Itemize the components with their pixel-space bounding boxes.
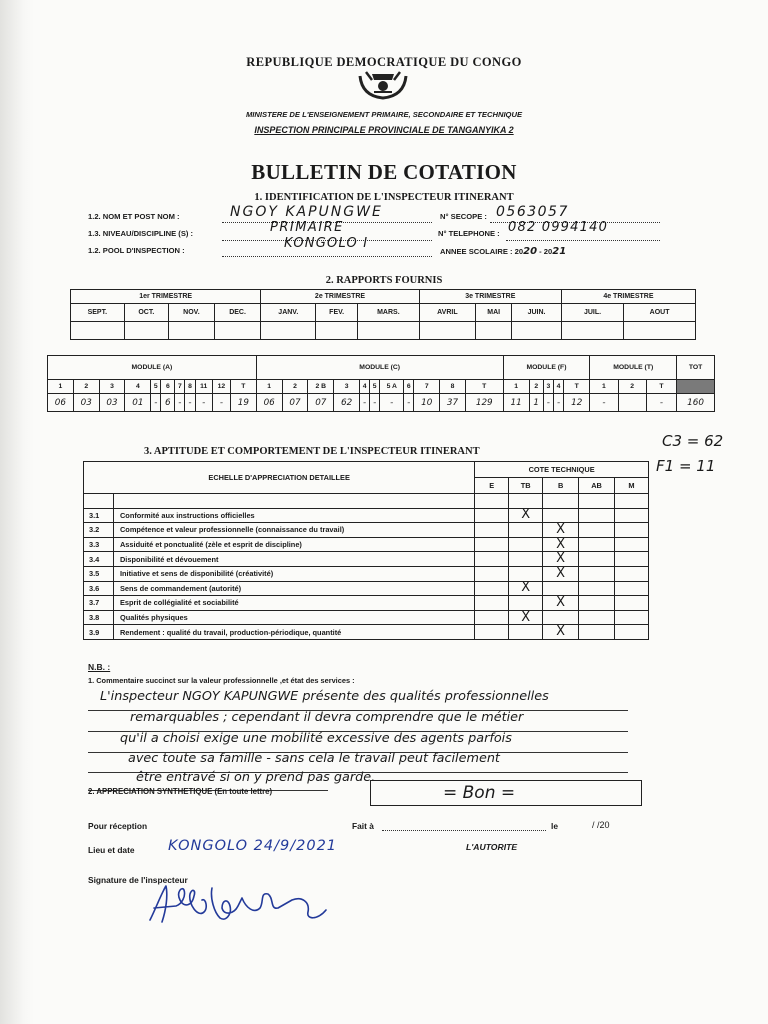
- pool-label: 1.2. POOL D'INSPECTION :: [88, 246, 185, 255]
- nom-value[interactable]: NGOY KAPUNGWE: [230, 204, 383, 220]
- section1-title: 1. IDENTIFICATION DE L'INSPECTEUR ITINERANT: [254, 192, 514, 203]
- grade-cell-ab[interactable]: [579, 508, 615, 523]
- criterion-label: Initiative et sens de disponibilité (créativité): [113, 566, 474, 581]
- month-mars: MARS.: [358, 304, 420, 322]
- module-c-col: 3: [334, 380, 360, 394]
- comment-line-3[interactable]: qu'il a choisi exige une mobilité excessive des agents parfois: [120, 731, 512, 746]
- grand-total-value[interactable]: 160: [677, 394, 715, 412]
- module-c-value[interactable]: -: [370, 394, 380, 412]
- grade-cell-tb[interactable]: [509, 537, 543, 552]
- coat-of-arms-icon: [352, 68, 414, 109]
- grade-cell-b[interactable]: X: [543, 523, 579, 538]
- module-a-value[interactable]: -: [195, 394, 212, 412]
- comment-line-4[interactable]: avec toute sa famille - sans cela le travail peut facilement: [128, 751, 500, 766]
- rapport-cell[interactable]: [512, 322, 562, 340]
- grade-cell-m[interactable]: [615, 610, 649, 625]
- rapport-cell[interactable]: [214, 322, 260, 340]
- grade-cell-tb[interactable]: [509, 596, 543, 611]
- criterion-row: [84, 625, 649, 640]
- criterion-number: 3.9: [84, 625, 114, 640]
- module-a-col: 4: [125, 380, 151, 394]
- module-c-value[interactable]: 06: [256, 394, 282, 412]
- module-a-value[interactable]: 01: [125, 394, 151, 412]
- module-t-value[interactable]: -: [590, 394, 618, 412]
- grade-cell-tb[interactable]: X: [509, 610, 543, 625]
- module-a-col: T: [230, 380, 256, 394]
- grade-cell-ab[interactable]: [579, 566, 615, 581]
- module-c-value[interactable]: 37: [440, 394, 466, 412]
- pool-value[interactable]: KONGOLO I: [284, 236, 369, 251]
- trimestre-1-header: 1er TRIMESTRE: [71, 290, 261, 304]
- module-c-col: 7: [414, 380, 440, 394]
- grade-cell-e[interactable]: [475, 625, 509, 640]
- month-janv: JANV.: [261, 304, 316, 322]
- grade-m: M: [615, 478, 649, 494]
- nom-label: 1.2. NOM ET POST NOM :: [88, 212, 180, 221]
- grade-cell-e[interactable]: [475, 508, 509, 523]
- rapport-cell[interactable]: [71, 322, 125, 340]
- grade-cell-e[interactable]: [475, 566, 509, 581]
- rapport-cell[interactable]: [316, 322, 358, 340]
- rapport-cell[interactable]: [261, 322, 316, 340]
- note-f1: F1 = 11: [656, 457, 716, 475]
- grade-cell-b[interactable]: [543, 508, 579, 523]
- grade-cell-m[interactable]: [615, 523, 649, 538]
- module-c-value[interactable]: -: [380, 394, 404, 412]
- criterion-number: 3.2: [84, 523, 114, 538]
- module-f-value[interactable]: -: [543, 394, 553, 412]
- criterion-label: Assiduité et ponctualité (zèle et esprit de discipline): [113, 537, 474, 552]
- module-f-header: MODULE (F): [503, 356, 590, 380]
- criterion-number: 3.1: [84, 508, 114, 523]
- criterion-label: Compétence et valeur professionnelle (connaissance du travail): [113, 523, 474, 538]
- criterion-label: Qualités physiques: [113, 610, 474, 625]
- criterion-number: 3.6: [84, 581, 114, 596]
- criterion-row: [84, 523, 649, 538]
- comment-line-5[interactable]: être entravé si on y prend pas garde.: [136, 770, 376, 785]
- module-a-value[interactable]: 03: [99, 394, 125, 412]
- appreciation-box[interactable]: [370, 780, 642, 806]
- month-aout: AOUT: [624, 304, 696, 322]
- section3-title: 3. APTITUDE ET COMPORTEMENT DE L'INSPECTEUR ITINERANT: [144, 446, 480, 457]
- grade-cell-tb[interactable]: [509, 625, 543, 640]
- module-f-value[interactable]: -: [553, 394, 563, 412]
- grade-cell-b[interactable]: [543, 610, 579, 625]
- grade-cell-tb[interactable]: [509, 552, 543, 567]
- module-a-col: 5: [151, 380, 161, 394]
- rapport-cell[interactable]: [561, 322, 623, 340]
- criterion-number: 3.7: [84, 596, 114, 611]
- trimestre-3-header: 3e TRIMESTRE: [419, 290, 561, 304]
- criterion-label: Conformité aux instructions officielles: [113, 508, 474, 523]
- module-a-col: 12: [212, 380, 230, 394]
- criterion-row: [84, 596, 649, 611]
- scan-edge-shadow: [0, 0, 34, 1024]
- module-f-total[interactable]: 12: [564, 394, 590, 412]
- module-a-value[interactable]: -: [212, 394, 230, 412]
- module-a-col: 8: [185, 380, 195, 394]
- module-t-total[interactable]: -: [646, 394, 676, 412]
- telephone-value[interactable]: 082 0994140: [508, 220, 609, 235]
- criterion-label: Rendement : qualité du travail, production-périodique, quantité: [113, 625, 474, 640]
- criterion-label: Esprit de collégialité et sociabilité: [113, 596, 474, 611]
- module-a-col: 1: [48, 380, 74, 394]
- module-a-value[interactable]: -: [151, 394, 161, 412]
- module-f-value[interactable]: 1: [529, 394, 543, 412]
- module-f-col: 4: [553, 380, 563, 394]
- autorite-label: L'AUTORITE: [466, 842, 518, 852]
- annee-label: [440, 246, 566, 257]
- grade-ab: AB: [579, 478, 615, 494]
- grade-cell-e[interactable]: [475, 552, 509, 567]
- spacer-cell: [579, 494, 615, 509]
- grade-cell-m[interactable]: [615, 566, 649, 581]
- module-c-col: 2: [282, 380, 308, 394]
- criterion-row: [84, 508, 649, 523]
- rapport-cell[interactable]: [169, 322, 215, 340]
- module-t-col: 2: [618, 380, 646, 394]
- niveau-label: 1.3. NIVEAU/DISCIPLINE (S) :: [88, 229, 194, 238]
- trimestre-4-header: 4e TRIMESTRE: [561, 290, 695, 304]
- module-c-col: 8: [440, 380, 466, 394]
- module-f-col: T: [564, 380, 590, 394]
- nb-label: N.B. :: [88, 662, 111, 672]
- tot-shaded-cell: [677, 380, 715, 394]
- grade-cell-e[interactable]: [475, 523, 509, 538]
- date-slots: / /20: [592, 820, 610, 830]
- module-a-col: 3: [99, 380, 125, 394]
- module-c-col: 5 A: [380, 380, 404, 394]
- module-c-value[interactable]: -: [360, 394, 370, 412]
- lieu-date-value[interactable]: KONGOLO 24/9/2021: [168, 838, 338, 854]
- inspector-signature: [142, 878, 337, 930]
- module-c-value[interactable]: 07: [308, 394, 334, 412]
- module-c-value[interactable]: 62: [334, 394, 360, 412]
- module-c-col: 6: [404, 380, 414, 394]
- telephone-label: N° TELEPHONE :: [438, 229, 500, 238]
- month-oct: OCT.: [124, 304, 168, 322]
- module-c-col: 1: [256, 380, 282, 394]
- module-c-col: 4: [360, 380, 370, 394]
- module-c-header: MODULE (C): [256, 356, 503, 380]
- module-a-col: 11: [195, 380, 212, 394]
- grade-cell-m[interactable]: [615, 596, 649, 611]
- module-c-col: T: [465, 380, 503, 394]
- criterion-number: 3.8: [84, 610, 114, 625]
- module-a-value[interactable]: 6: [161, 394, 175, 412]
- month-nov: NOV.: [169, 304, 215, 322]
- grade-cell-ab[interactable]: [579, 552, 615, 567]
- module-f-col: 1: [503, 380, 529, 394]
- month-dec: DEC.: [214, 304, 260, 322]
- grade-cell-ab[interactable]: [579, 596, 615, 611]
- annee-end-value[interactable]: 21: [552, 246, 567, 257]
- criterion-number: 3.5: [84, 566, 114, 581]
- ministry-heading: MINISTERE DE L'ENSEIGNEMENT PRIMAIRE, SECONDAIRE ET TECHNIQUE: [245, 110, 523, 119]
- grade-cell-m[interactable]: [615, 508, 649, 523]
- module-c-value[interactable]: -: [404, 394, 414, 412]
- grade-b: B: [543, 478, 579, 494]
- rapport-cell[interactable]: [358, 322, 420, 340]
- module-c-total[interactable]: 129: [465, 394, 503, 412]
- grade-cell-tb[interactable]: [509, 523, 543, 538]
- secope-label: N° SECOPE :: [440, 212, 487, 221]
- grade-cell-m[interactable]: [615, 552, 649, 567]
- fait-a-label: Fait à: [352, 821, 374, 831]
- month-fev: FEV.: [316, 304, 358, 322]
- rapport-cell[interactable]: [124, 322, 168, 340]
- comment-line-2[interactable]: remarquables ; cependant il devra comprendre que le métier: [130, 710, 524, 725]
- grade-cell-e[interactable]: [475, 537, 509, 552]
- note-c3: C3 = 62: [662, 432, 724, 450]
- spacer-cell: [475, 494, 509, 509]
- annee-start-value[interactable]: 20: [523, 246, 538, 257]
- module-t-col: T: [646, 380, 676, 394]
- comment-label: 1. Commentaire succinct sur la valeur professionnelle ,et état des services :: [88, 676, 355, 685]
- grade-cell-ab[interactable]: [579, 581, 615, 596]
- rapports-table: [70, 289, 696, 340]
- module-a-value[interactable]: 06: [48, 394, 74, 412]
- module-c-col: 2 B: [308, 380, 334, 394]
- annee-separator: - 20: [537, 247, 553, 256]
- criterion-row: [84, 537, 649, 552]
- module-t-header: MODULE (T): [590, 356, 677, 380]
- grade-cell-tb[interactable]: X: [509, 581, 543, 596]
- lieu-date-label: Lieu et date: [88, 845, 135, 855]
- criterion-row: [84, 552, 649, 567]
- le-label: le: [551, 821, 558, 831]
- grade-cell-b[interactable]: [543, 581, 579, 596]
- criterion-label: Sens de commandement (autorité): [113, 581, 474, 596]
- grade-cell-b[interactable]: X: [543, 566, 579, 581]
- telephone-line: [506, 240, 660, 241]
- grade-cell-ab[interactable]: [579, 523, 615, 538]
- grade-cell-b[interactable]: X: [543, 537, 579, 552]
- rapport-cell[interactable]: [624, 322, 696, 340]
- grade-cell-m[interactable]: [615, 581, 649, 596]
- grade-cell-ab[interactable]: [579, 625, 615, 640]
- grade-cell-e[interactable]: [475, 596, 509, 611]
- module-a-value[interactable]: -: [175, 394, 185, 412]
- module-f-value[interactable]: 11: [503, 394, 529, 412]
- republic-heading: REPUBLIQUE DEMOCRATIQUE DU CONGO: [246, 55, 522, 69]
- module-f-col: 2: [529, 380, 543, 394]
- annee-prefix: ANNEE SCOLAIRE : 20: [440, 247, 524, 256]
- criterion-label: Disponibilité et dévouement: [113, 552, 474, 567]
- grade-cell-b[interactable]: X: [543, 596, 579, 611]
- document-title: BULLETIN DE COTATION: [251, 160, 517, 184]
- module-a-col: 2: [73, 380, 99, 394]
- spacer-cell: [509, 494, 543, 509]
- modules-table: [47, 355, 715, 412]
- signature-label: Signature de l'inspecteur: [88, 875, 188, 885]
- module-a-col: 6: [161, 380, 175, 394]
- grade-e: E: [475, 478, 509, 494]
- grade-cell-e[interactable]: [475, 610, 509, 625]
- section2-title: 2. RAPPORTS FOURNIS: [325, 275, 443, 286]
- grade-tb: TB: [509, 478, 543, 494]
- appreciation-label: 2. APPRECIATION SYNTHETIQUE (En toute lettre): [88, 787, 273, 796]
- module-a-total[interactable]: 19: [230, 394, 256, 412]
- echelle-header: ECHELLE D'APPRECIATION DETAILLEE: [84, 462, 475, 494]
- module-f-col: 3: [543, 380, 553, 394]
- grade-cell-b[interactable]: X: [543, 625, 579, 640]
- cote-header: COTE TECHNIQUE: [475, 462, 649, 478]
- module-c-col: 5: [370, 380, 380, 394]
- criterion-row: [84, 610, 649, 625]
- spacer-cell: [84, 494, 114, 509]
- aptitude-table: [83, 461, 649, 640]
- month-mai: MAI: [476, 304, 512, 322]
- niveau-value[interactable]: PRIMAIRE: [270, 220, 344, 235]
- module-t-value[interactable]: [618, 394, 646, 412]
- grade-cell-e[interactable]: [475, 581, 509, 596]
- module-a-col: 7: [175, 380, 185, 394]
- module-c-value[interactable]: 10: [414, 394, 440, 412]
- spacer-cell: [113, 494, 474, 509]
- module-a-value[interactable]: 03: [73, 394, 99, 412]
- secope-value[interactable]: 0563057: [496, 204, 569, 220]
- appreciation-value[interactable]: = Bon =: [443, 783, 516, 803]
- month-sept: SEPT.: [71, 304, 125, 322]
- month-juil: JUIL.: [561, 304, 623, 322]
- rapport-cell[interactable]: [476, 322, 512, 340]
- month-juin: JUIN.: [512, 304, 562, 322]
- fait-a-line: [382, 830, 546, 831]
- criterion-number: 3.3: [84, 537, 114, 552]
- grade-cell-tb[interactable]: [509, 566, 543, 581]
- reception-label: Pour réception: [88, 821, 148, 831]
- spacer-cell: [615, 494, 649, 509]
- criterion-row: [84, 581, 649, 596]
- spacer-cell: [543, 494, 579, 509]
- inspection-heading: INSPECTION PRINCIPALE PROVINCIALE DE TANGANYIKA 2: [254, 125, 514, 135]
- module-c-value[interactable]: 07: [282, 394, 308, 412]
- criterion-number: 3.4: [84, 552, 114, 567]
- month-avril: AVRIL: [419, 304, 475, 322]
- tot-header: TOT: [677, 356, 715, 380]
- grade-cell-m[interactable]: [615, 537, 649, 552]
- grade-cell-ab[interactable]: [579, 537, 615, 552]
- criteria-rows: [84, 508, 649, 639]
- trimestre-2-header: 2e TRIMESTRE: [261, 290, 419, 304]
- grade-cell-b[interactable]: X: [543, 552, 579, 567]
- rapport-cell[interactable]: [419, 322, 475, 340]
- module-a-value[interactable]: -: [185, 394, 195, 412]
- grade-cell-m[interactable]: [615, 625, 649, 640]
- module-t-col: 1: [590, 380, 618, 394]
- module-a-header: MODULE (A): [48, 356, 257, 380]
- pool-line: [222, 256, 432, 257]
- comment-line-1[interactable]: L'inspecteur NGOY KAPUNGWE présente des qualités professionnelles: [100, 689, 549, 704]
- grade-cell-ab[interactable]: [579, 610, 615, 625]
- grade-cell-tb[interactable]: X: [509, 508, 543, 523]
- criterion-row: [84, 566, 649, 581]
